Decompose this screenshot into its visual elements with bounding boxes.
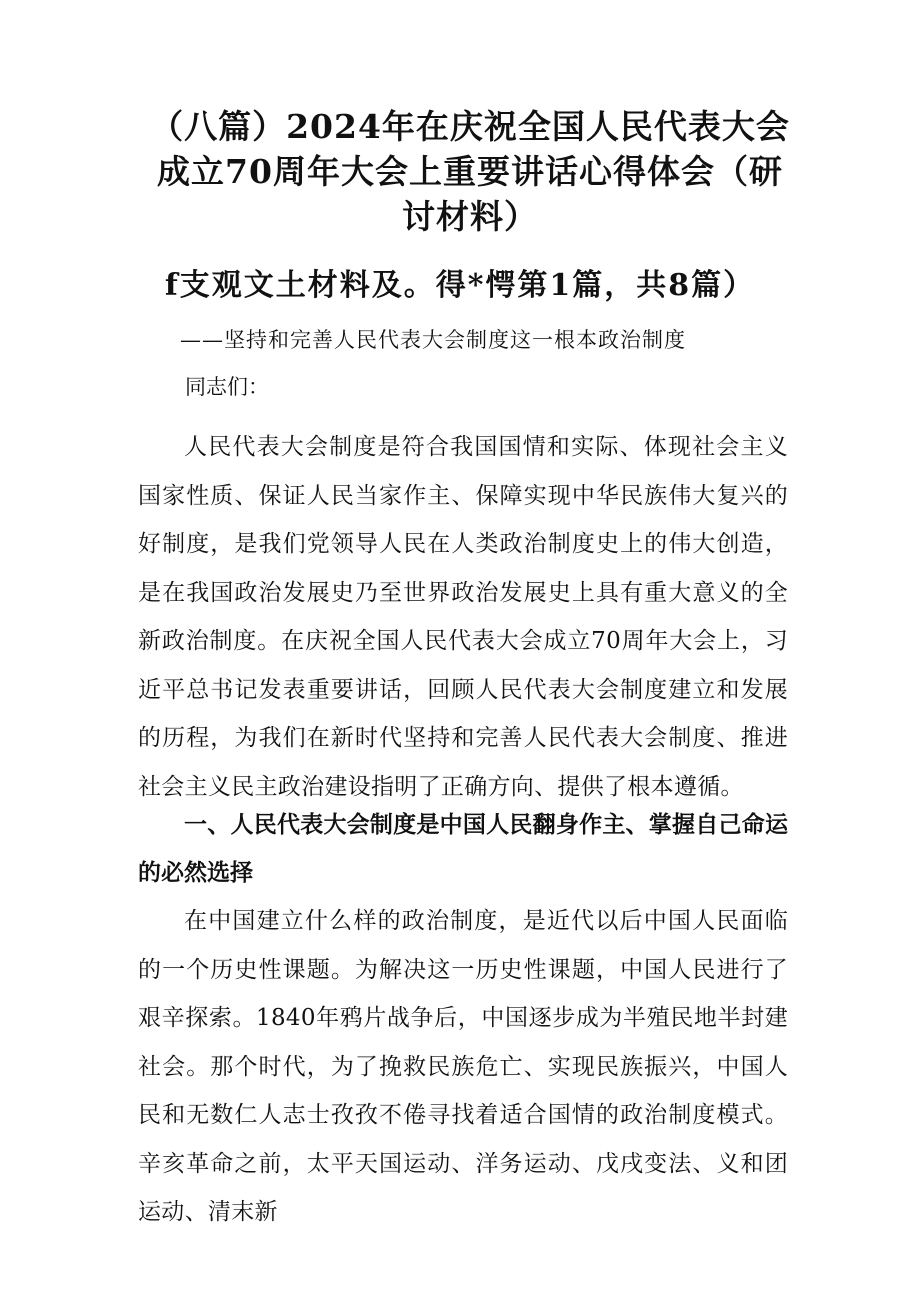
paragraph-history: 在中国建立什么样的政治制度，是近代以后中国人民面临的一个历史性课题。为解决这一历史性课题，中国人民进行了艰辛探索。1840年鸦片战争后，中国逐步成为半殖民地半封建社会。那个时代，为了挽救民族危亡、实现民族振兴，中国人民和无数仁人志士孜孜不倦寻找着适合国情的政治制度模式。辛亥革命之前，太平天国运动、洋务运动、戊戌变法、义和团运动、清末新 [138,908,788,1225]
document-title: （八篇）2024年在庆祝全国人民代表大会成立70周年大会上重要讲话心得体会（研讨材料） [150,107,790,236]
document-subtitle: ——坚持和完善人民代表大会制度这一根本政治制度 [180,328,686,352]
paragraph-intro: 人民代表大会制度是符合我国国情和实际、体现社会主义国家性质、保证人民当家作主、保障实现中华民族伟大复兴的好制度，是我们党领导人民在人类政治制度史上的伟大创造，是在我国政治发展史乃至世界政治发展史上具有重大意义的全新政治制度。在庆祝全国人民代表大会成立70周年大会上，习近平总书记发表重要讲话，回顾人民代表大会制度建立和发展的历程，为我们在新时代坚持和完善人民代表大会制度、推进社会主义民主政治建设指明了正确方向、提供了根本遵循。 [138,434,788,800]
salutation: 同志们： [185,375,269,399]
section-heading: 一、人民代表大会制度是中国人民翻身作主、掌握自己命运的必然选择 [138,812,788,886]
document-subhead: f支观文土材料及。得*愕第1篇，共8篇） [164,268,756,303]
